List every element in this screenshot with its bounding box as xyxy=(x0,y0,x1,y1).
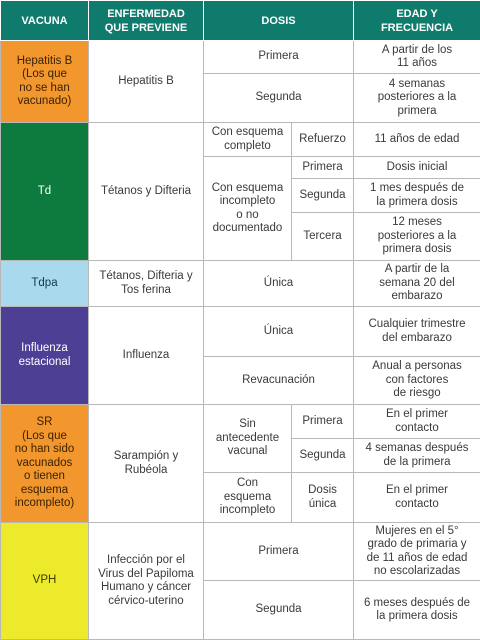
dose-vph-segunda: Segunda xyxy=(204,581,354,640)
disease-vph: Infección por el Virus del Papiloma Humano y cáncer cérvico-uterino xyxy=(89,523,204,640)
vaccine-tdpa: Tdpa xyxy=(1,261,89,307)
dose-hepb-segunda: Segunda xyxy=(204,74,354,123)
age-tdpa-unica: A partir de la semana 20 del embarazo xyxy=(354,261,480,307)
header-enfermedad: ENFERMEDAD QUE PREVIENE xyxy=(89,1,204,41)
disease-influenza: Influenza xyxy=(89,307,204,405)
dose-td-refuerzo: Refuerzo xyxy=(292,123,354,157)
disease-sr: Sarampión y Rubéola xyxy=(89,405,204,523)
age-flu-unica: Cualquier trimestre del embarazo xyxy=(354,307,480,357)
age-hepb-primera: A partir de los 11 años xyxy=(354,41,480,74)
table-row xyxy=(1,523,480,581)
disease-tdpa: Tétanos, Difteria y Tos ferina xyxy=(89,261,204,307)
header-dosis: DOSIS xyxy=(204,1,354,41)
scheme-td-completo: Con esquema completo xyxy=(204,123,292,157)
dose-hepb-primera: Primera xyxy=(204,41,354,74)
age-sr-segunda: 4 semanas después de la primera xyxy=(354,439,480,473)
table-row xyxy=(1,41,480,74)
dose-sr-segunda: Segunda xyxy=(292,439,354,473)
vaccine-influenza: Influenza estacional xyxy=(1,307,89,405)
vaccine-hepatitis-b: Hepatitis B (Los que no se han vacunado) xyxy=(1,41,89,123)
age-sr-primera: En el primer contacto xyxy=(354,405,480,439)
table-row xyxy=(1,123,480,157)
dose-sr-primera: Primera xyxy=(292,405,354,439)
scheme-sr-sin-antecedente: Sin antecedente vacunal xyxy=(204,405,292,473)
dose-td-segunda: Segunda xyxy=(292,179,354,213)
age-td-primera: Dosis inicial xyxy=(354,157,480,179)
table-row xyxy=(1,307,480,357)
header-vacuna: VACUNA xyxy=(1,1,89,41)
table-row xyxy=(1,405,480,439)
age-td-segunda: 1 mes después de la primera dosis xyxy=(354,179,480,213)
vaccine-td: Td xyxy=(1,123,89,261)
dose-td-primera: Primera xyxy=(292,157,354,179)
dose-vph-primera: Primera xyxy=(204,523,354,581)
vaccine-sr: SR (Los que no han sido vacunados o tienen esquema incompleto) xyxy=(1,405,89,523)
disease-td: Tétanos y Difteria xyxy=(89,123,204,261)
age-td-refuerzo: 11 años de edad xyxy=(354,123,480,157)
age-flu-revacunacion: Anual a personas con factores de riesgo xyxy=(354,357,480,405)
dose-sr-unica: Dosis única xyxy=(292,473,354,523)
scheme-td-incompleto: Con esquema incompleto o no documentado xyxy=(204,157,292,261)
disease-hepatitis-b: Hepatitis B xyxy=(89,41,204,123)
age-vph-primera: Mujeres en el 5° grado de primaria y de 11 años de edad no escolarizadas xyxy=(354,523,480,581)
table-row xyxy=(1,261,480,307)
dose-flu-revacunacion: Revacunación xyxy=(204,357,354,405)
dose-td-tercera: Tercera xyxy=(292,213,354,261)
age-vph-segunda: 6 meses después de la primera dosis xyxy=(354,581,480,640)
age-sr-dosis-unica: En el primer contacto xyxy=(354,473,480,523)
header-edad-frecuencia: EDAD Y FRECUENCIA xyxy=(354,1,480,41)
vaccine-vph: VPH xyxy=(1,523,89,640)
dose-flu-unica: Única xyxy=(204,307,354,357)
age-td-tercera: 12 meses posteriores a la primera dosis xyxy=(354,213,480,261)
scheme-sr-incompleto: Con esquema incompleto xyxy=(204,473,292,523)
dose-tdpa-unica: Única xyxy=(204,261,354,307)
age-hepb-segunda: 4 semanas posteriores a la primera xyxy=(354,74,480,123)
